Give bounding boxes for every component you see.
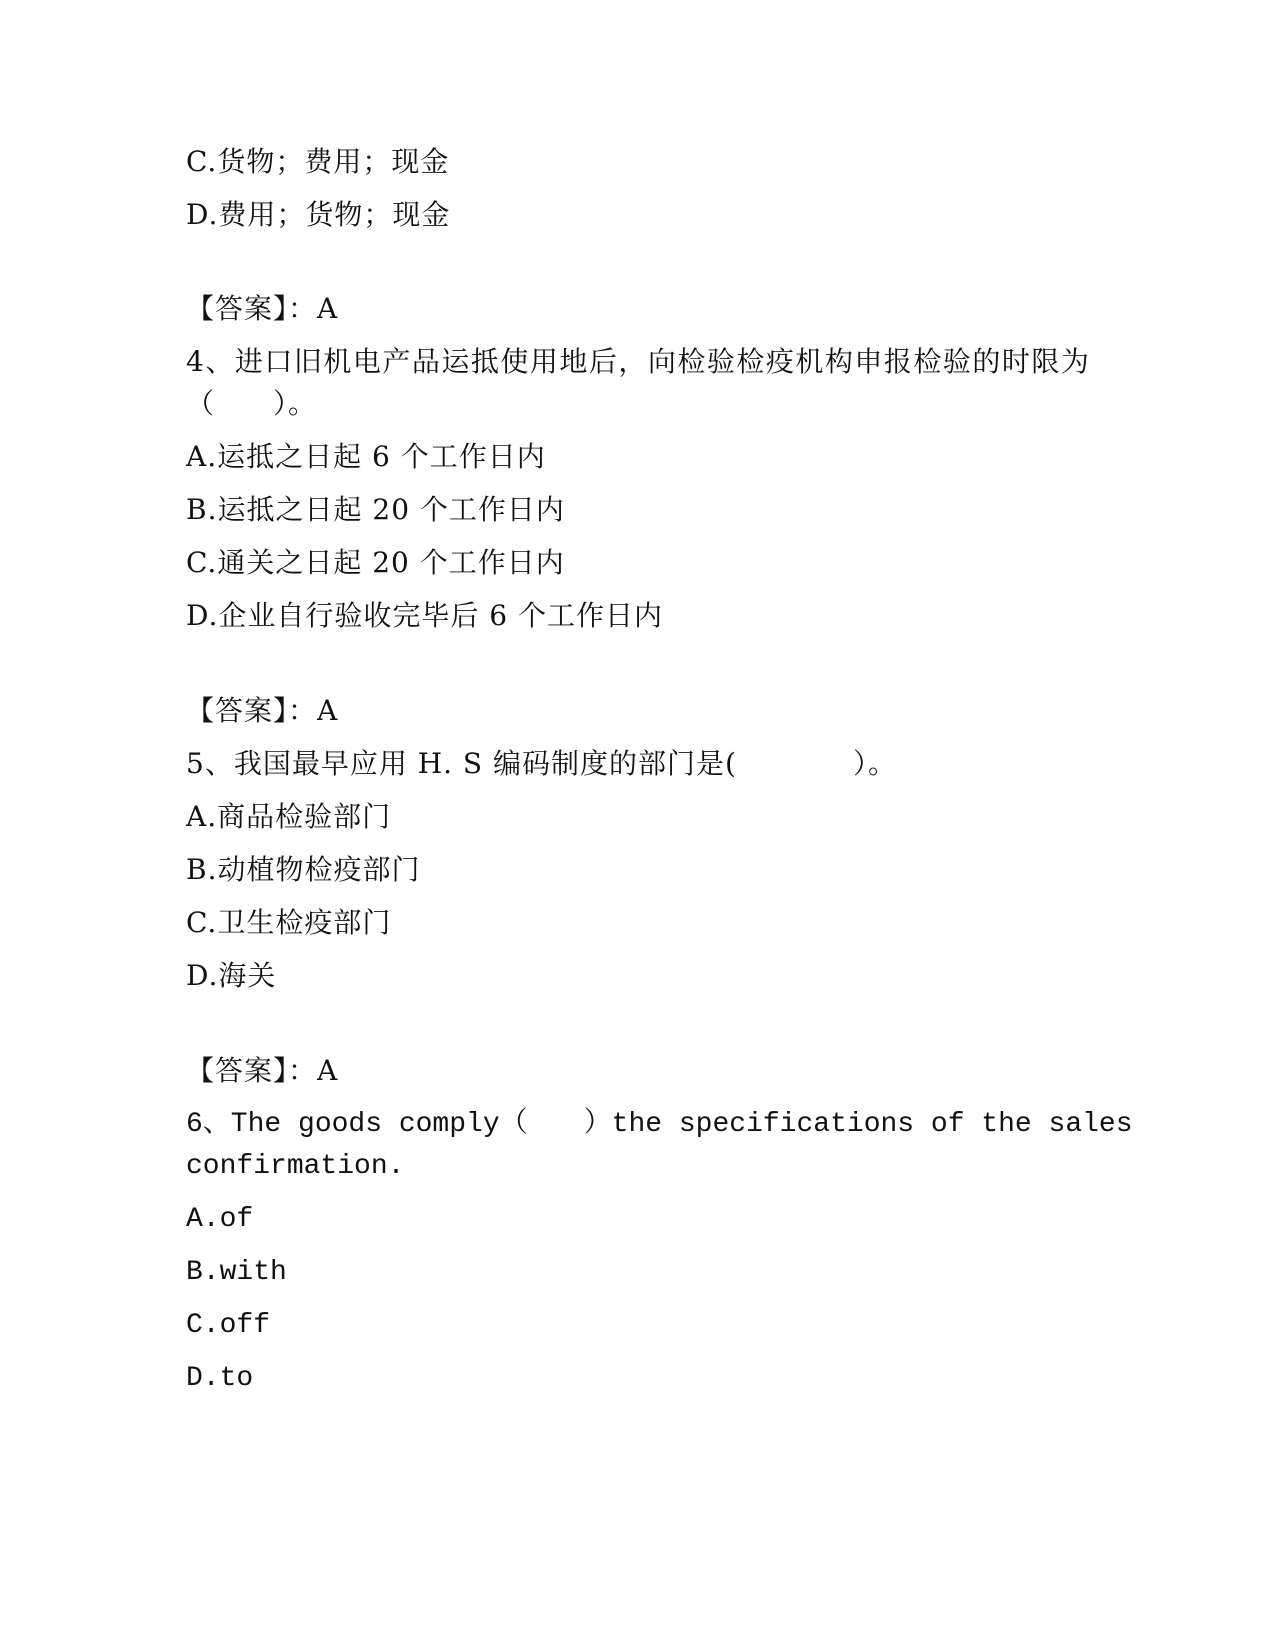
question-4-stem-line2: （ ）。 xyxy=(186,387,318,420)
option-c-prev: C.货物；费用；现金 xyxy=(186,145,450,178)
question-4-stem-line1: 4、进口旧机电产品运抵使用地后，向检验检疫机构申报检验的时限为 xyxy=(186,345,1091,378)
question-5-answer: 【答案】：A xyxy=(186,1054,339,1087)
question-5-stem: 5、我国最早应用 H. S 编码制度的部门是( ）。 xyxy=(186,747,897,780)
question-6-option-b: B.with xyxy=(186,1257,287,1288)
question-4-answer: 【答案】：A xyxy=(186,694,339,727)
question-4-option-c: C.通关之日起 20 个工作日内 xyxy=(186,546,565,579)
answer-prev: 【答案】：A xyxy=(186,292,339,325)
question-6-stem-line2: confirmation. xyxy=(186,1151,405,1182)
question-4-option-a: A.运抵之日起 6 个工作日内 xyxy=(186,440,546,473)
question-5-option-b: B.动植物检疫部门 xyxy=(186,853,421,886)
question-4-option-d: D.企业自行验收完毕后 6 个工作日内 xyxy=(186,599,663,632)
question-4-option-b: B.运抵之日起 20 个工作日内 xyxy=(186,493,565,526)
question-5-option-c: C.卫生检疫部门 xyxy=(186,906,392,939)
question-6-option-c: C.off xyxy=(186,1310,271,1341)
question-6-option-d: D.to xyxy=(186,1363,254,1394)
question-5-option-d: D.海关 xyxy=(186,959,277,992)
question-5-option-a: A.商品检验部门 xyxy=(186,800,392,833)
question-6-option-a: A.of xyxy=(186,1204,254,1235)
question-6-stem-line1: 6、The goods comply（ ）the specifications of the sales xyxy=(186,1109,1133,1140)
option-d-prev: D.费用；货物；现金 xyxy=(186,198,451,231)
